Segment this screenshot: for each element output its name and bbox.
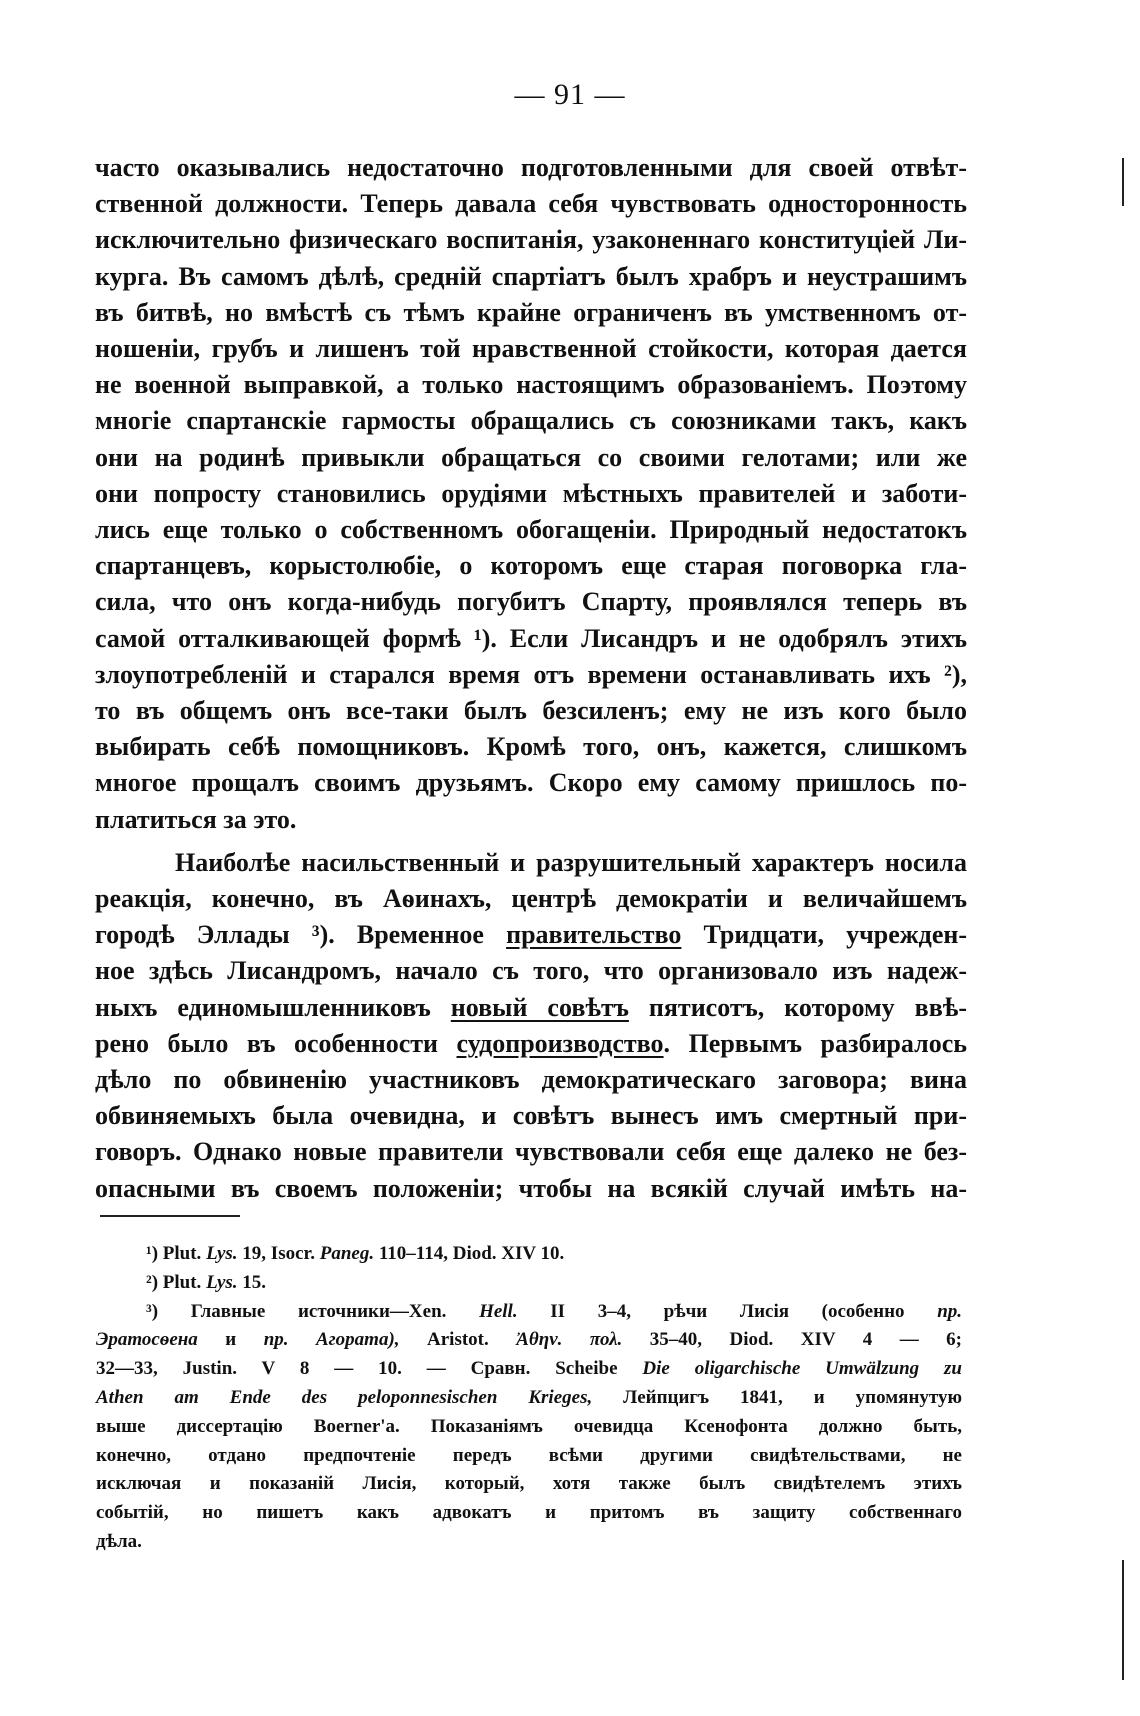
- main-text: [95, 150, 967, 1207]
- footnote-italic: пр. Агората),: [263, 1329, 400, 1351]
- text-segment: городѣ Эллады ³). Временное: [95, 920, 507, 950]
- footnote-italic: пр.: [937, 1300, 963, 1322]
- footnote-marker: ¹): [146, 1243, 159, 1264]
- footnote-text: II 3–4, рѣчи Лисія (особенно: [517, 1300, 938, 1322]
- text-line: многое прощалъ своимъ друзьямъ. Скоро ему самому пришлось по-: [95, 768, 967, 798]
- scan-edge-mark: [1122, 1560, 1124, 1680]
- footnote-italic: Lys.: [206, 1271, 238, 1293]
- text-line: часто оказывались недостаточно подготовленными для своей отвѣт-: [95, 153, 967, 182]
- underlined-phrase: правительство: [506, 920, 682, 950]
- text-line: они на родинѣ привыкли обращаться со своими гелотами; или же: [95, 442, 967, 472]
- footnote-3-line: событій, но пишетъ какъ адвокатъ и притомъ въ защиту собственнаго: [96, 1502, 962, 1524]
- text-line: многіе спартанскіе гармосты обращались съ союзниками такъ, какъ: [95, 406, 967, 436]
- footnote-marker: ³): [146, 1300, 159, 1322]
- footnote-text: Главные источники—Xen.: [190, 1300, 480, 1322]
- footnotes: [96, 1240, 963, 1557]
- footnote-text: 15.: [237, 1271, 267, 1293]
- paragraph-start-line: Наиболѣе насильственный и разрушительный характеръ носила: [175, 847, 967, 877]
- text-line: курга. Въ самомъ дѣлѣ, средній спартіатъ былъ храбръ и неустрашимъ: [95, 261, 967, 291]
- text-segment: Тридцати, учрежден-: [681, 920, 967, 950]
- footnote-text: 19, Isocr.: [237, 1243, 320, 1264]
- footnote-italic: Ἀθην. πολ.: [516, 1329, 623, 1351]
- text-line: опасными въ своемъ положеніи; чтобы на всякій случай имѣть на-: [95, 1173, 967, 1203]
- footnote-italic: Lys.: [206, 1243, 238, 1264]
- text-line: [95, 1026, 967, 1062]
- footnote-1: [146, 1240, 962, 1269]
- footnote-text: Aristot.: [399, 1329, 517, 1351]
- text-line: исключительно физическаго воспитанія, узаконеннаго конституціей Ли-: [95, 225, 967, 255]
- footnote-3-line: конечно, отдано предпочтеніе передъ всѣми другими свидѣтельствами, не: [96, 1444, 962, 1466]
- underlined-phrase: новый совѣтъ: [450, 992, 629, 1022]
- text-line: [95, 990, 967, 1026]
- text-line: ное здѣсь Лисандромъ, начало съ того, что организовало изъ надеж-: [95, 956, 967, 986]
- text-segment: ныхъ единомышленниковъ: [95, 992, 451, 1022]
- text-line: спартанцевъ, корыстолюбіе, о которомъ еще старая поговорка гла-: [95, 551, 967, 581]
- footnote-text: Plut.: [162, 1243, 207, 1264]
- footnote-3-line: [96, 1355, 962, 1384]
- paragraph-end-line: платиться за это.: [95, 804, 297, 834]
- footnote-3-line: [146, 1298, 962, 1327]
- scan-edge-mark: [1122, 158, 1124, 206]
- footnote-italic: Die oligarchische Umwälzung zu: [642, 1358, 962, 1380]
- footnote-text: Лейпцигъ 1841, и упомянутую: [592, 1386, 962, 1408]
- page-number: — 91 —: [514, 78, 626, 111]
- text-segment: пятисотъ, которому ввѣ-: [628, 992, 968, 1022]
- text-line: ственной должности. Теперь давала себя чувствовать односторонность: [95, 189, 967, 219]
- text-line: ношеніи, грубъ и лишенъ той нравственной стойкости, которая дается: [95, 334, 967, 364]
- footnote-text: Plut.: [162, 1271, 207, 1293]
- footnote-marker: ²): [146, 1271, 159, 1293]
- text-segment: рено было въ особенности: [95, 1028, 457, 1058]
- text-line: [95, 917, 967, 953]
- text-line: дѣло по обвиненію участниковъ демократическаго заговора; вина: [95, 1065, 967, 1095]
- text-line: говоръ. Однако новые правители чувствовали себя еще далеко не без-: [95, 1137, 967, 1167]
- footnote-3-line: дѣла.: [96, 1530, 142, 1552]
- footnote-divider: [100, 1215, 240, 1217]
- footnote-italic: Athen am Ende des peloponnesischen Krieges,: [96, 1386, 593, 1408]
- footnote-3-line: [96, 1384, 962, 1413]
- text-line: самой отталкивающей формѣ ¹). Если Лисандръ и не одобрялъ этихъ: [95, 623, 967, 653]
- text-line: злоупотребленій и старался время отъ времени останавливать ихъ ²),: [95, 659, 967, 689]
- footnote-3-line: исключая и показаній Лисія, который, хотя также былъ свидѣтелемъ этихъ: [96, 1473, 962, 1495]
- underlined-phrase: судопроизводство: [456, 1028, 664, 1058]
- footnote-text: 110–114, Diod. XIV 10.: [374, 1243, 565, 1264]
- text-line: они попросту становились орудіями мѣстныхъ правителей и заботи-: [95, 478, 967, 508]
- footnote-2: [146, 1269, 962, 1298]
- text-line: то въ общемъ онъ все-таки былъ безсиленъ; ему не изъ кого было: [95, 696, 967, 726]
- footnote-3-line: выше диссертацію Boerner'а. Показаніямъ очевидца Ксенофонта должно быть,: [96, 1415, 962, 1437]
- text-line: реакція, конечно, въ Аѳинахъ, центрѣ демократіи и величайшемъ: [95, 884, 967, 914]
- footnote-text: и: [197, 1329, 264, 1351]
- text-line: лись еще только о собственномъ обогащеніи. Природный недостатокъ: [95, 515, 967, 545]
- footnote-3-line: [96, 1326, 962, 1355]
- footnote-italic: Hell.: [479, 1300, 518, 1322]
- text-line: выбирать себѣ помощниковъ. Кромѣ того, онъ, кажется, слишкомъ: [95, 732, 967, 762]
- footnote-italic: Эратосѳена: [96, 1329, 198, 1351]
- text-line: обвиняемыхъ была очевидна, и совѣтъ вынесъ имъ смертный при-: [95, 1101, 967, 1131]
- footnote-text: 35–40, Diod. XIV 4 — 6;: [622, 1329, 963, 1351]
- text-line: въ битвѣ, но вмѣстѣ съ тѣмъ крайне ограниченъ въ умственномъ от-: [95, 297, 967, 327]
- text-line: сила, что онъ когда-нибудь погубитъ Спарту, проявлялся теперь въ: [95, 587, 967, 617]
- text-line: не военной выправкой, а только настоящимъ образованіемъ. Поэтому: [95, 370, 967, 400]
- text-segment: . Первымъ разбиралось: [663, 1028, 967, 1058]
- footnote-text: 32—33, Justin. V 8 — 10. — Сравн. Scheibe: [96, 1358, 643, 1380]
- footnote-italic: Paneg.: [319, 1243, 375, 1264]
